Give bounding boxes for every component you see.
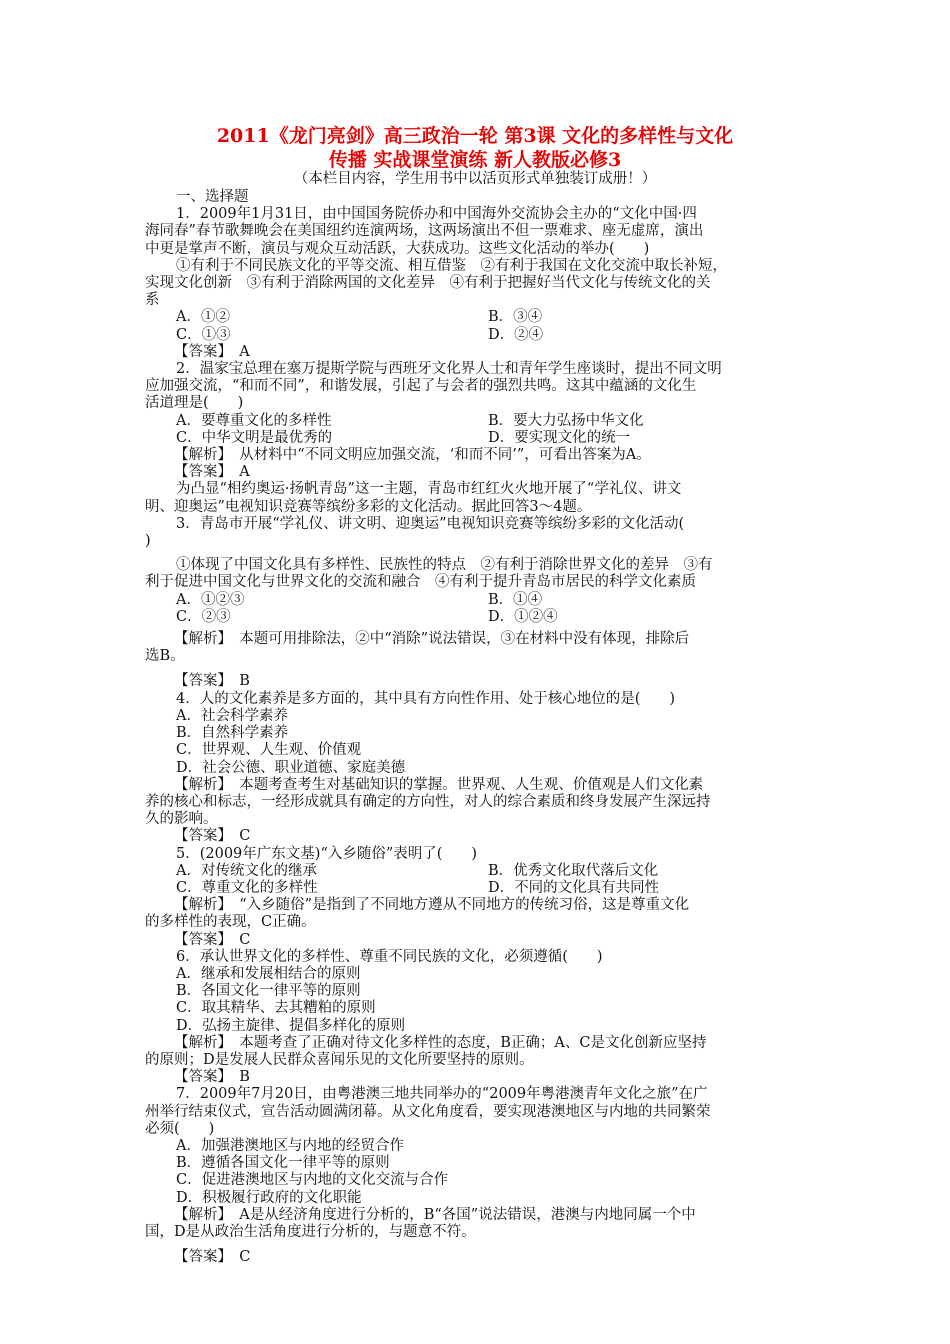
q3-option-d: D．①②④ [488,608,558,625]
q2-stem: 活道理是( ) [145,395,244,412]
q3-option-b: B．①④ [488,591,543,608]
q5-answer: 【答案】 C [174,931,251,948]
q3-analysis: 【解析】 本题可用排除法，②中“消除”说法错误，③在材料中没有体现，排除后 [174,631,690,648]
q5-analysis: 的多样性的表现，C正确。 [145,914,316,931]
q6-option-b: B．各国文化一律平等的原则 [176,983,361,1000]
material-text: 为凸显“相约奥运·扬帆青岛”这一主题，青岛市红红火火地开展了“学礼仪、讲文 [176,481,682,498]
q4-option-d: D．社会公德、职业道德、家庭美德 [176,759,406,776]
q3-option-c: C．②③ [176,608,231,625]
q2-option-c: C．中华文明是最优秀的 [176,429,333,446]
q7-option-c: C．促进港澳地区与内地的文化交流与合作 [176,1172,449,1189]
q7-option-b: B．遵循各国文化一律平等的原则 [176,1155,390,1172]
q4-analysis: 养的核心和标志，一经形成就具有确定的方向性，对人的综合素质和终身发展产生深远持 [145,793,711,810]
q4-analysis: 久的影响。 [145,811,218,828]
q1-statements: 实现文化创新 ③有利于消除两国的文化差异 ④有利于把握好当代文化与传统文化的关 [145,275,711,292]
q7-answer: 【答案】 C [174,1249,251,1266]
q7-option-a: A．加强港澳地区与内地的经贸合作 [176,1137,404,1154]
q4-option-c: C．世界观、人生观、价值观 [176,742,362,759]
q4-answer: 【答案】 C [174,828,251,845]
q5-option-d: D．不同的文化具有共同性 [488,879,660,896]
q5-option-b: B．优秀文化取代落后文化 [488,862,659,879]
section-heading: 一、选择题 [176,189,249,205]
q6-stem: 6．承认世界文化的多样性、尊重不同民族的文化，必须遵循( ) [176,948,603,965]
q1-option-d: D．②④ [488,326,544,343]
q3-stem: 3．青岛市开展“学礼仪、讲文明、迎奥运”电视知识竞赛等缤纷多彩的文化活动( [176,515,685,532]
q7-stem: 7．2009年7月20日，由粤港澳三地共同举办的“2009年粤港澳青年文化之旅”在广 [176,1086,708,1103]
document-title-line-2: 传播 实战课堂演练 新人教版必修3 [328,149,622,171]
q7-stem: 必须( ) [145,1120,215,1137]
q2-answer: 【答案】 A [174,464,250,481]
q7-analysis: 【解析】 A是从经济角度进行分析的，B“各国”说法错误，港澳与内地同属一个中 [174,1206,696,1223]
document-subtitle: （本栏目内容，学生用书中以活页形式单独装订成册！） [293,171,657,187]
q6-answer: 【答案】 B [174,1069,250,1086]
q6-option-c: C．取其精华、去其糟粕的原则 [176,1000,376,1017]
q2-analysis: 【解析】 从材料中“不同文明应加强交流，‘和而不同’”，可看出答案为A。 [174,447,651,464]
q2-options-row [145,430,810,447]
q1-stem: 海同春”春节歌舞晚会在美国纽约连演两场，这两场演出不但一票难求、座无虚席，演出 [145,223,704,240]
q7-stem: 州举行结束仪式，宣告活动圆满闭幕。从文化角度看，要实现港澳地区与内地的共同繁荣 [145,1103,711,1120]
q1-answer: 【答案】 A [174,343,250,360]
q1-option-b: B．③④ [488,309,543,326]
document-body [145,189,810,1266]
q4-option-b: B．自然科学素养 [176,725,289,742]
q1-statements: ①有利于不同民族文化的平等交流、相互借鉴 ②有利于我国在文化交流中取长补短， [176,257,727,274]
q2-stem: 应加强交流，“和而不同”，和谐发展，引起了与会者的强烈共鸣。这其中蕴涵的文化生 [145,378,697,395]
q6-option-d: D．弘扬主旋律、提倡多样化的原则 [176,1017,406,1034]
q5-options-row [145,880,810,897]
q3-analysis: 选B。 [145,648,185,665]
q4-analysis: 【解析】 本题考查考生对基础知识的掌握。世界观、人生观、价值观是人们文化素 [174,776,704,793]
q4-stem: 4．人的文化素养是多方面的，其中具有方向性作用、处于核心地位的是( ) [176,690,676,707]
q3-options-row [145,609,810,626]
q7-option-d: D．积极履行政府的文化职能 [176,1189,362,1206]
q2-stem: 2．温家宝总理在塞万提斯学院与西班牙文化界人士和青年学生座谈时，提出不同文明 [176,361,722,378]
document-title-line-1: 2011《龙门亮剑》高三政治一轮 第3课 文化的多样性与文化 [216,125,734,147]
q3-statements: 利于促进中国文化与世界文化的交流和融合 ④有利于提升青岛市居民的科学文化素质 [145,574,696,591]
q5-options-row [145,863,810,880]
q2-option-a: A．要尊重文化的多样性 [176,412,332,429]
material-text: 明、迎奥运”电视知识竞赛等缤纷多彩的文化活动。据此回答3～4题。 [145,498,592,515]
q5-option-a: A．对传统文化的继承 [176,862,317,879]
q6-analysis: 的原则；D是发展人民群众喜闻乐见的文化所要坚持的原则。 [145,1051,534,1068]
q6-analysis: 【解析】 本题考查了正确对待文化多样性的态度，B正确；A、C是文化创新应坚持 [174,1034,707,1051]
q1-stem: 中更是掌声不断，演员与观众互动活跃，大获成功。这些文化活动的举办( ) [145,240,650,257]
q3-options-row [145,592,810,609]
q1-option-a: A．①② [176,309,230,326]
q1-options-row [145,327,810,344]
q2-options-row [145,413,810,430]
q2-option-d: D．要实现文化的统一 [488,429,631,446]
q1-stem: 1．2009年1月31日，由中国国务院侨办和中国海外交流协会主办的“文化中国·四 [176,206,697,223]
q5-option-c: C．尊重文化的多样性 [176,879,318,896]
q3-answer: 【答案】 B [174,673,250,690]
q4-option-a: A．社会科学素养 [176,707,288,724]
q6-option-a: A．继承和发展相结合的原则 [176,965,361,982]
q1-options-row [145,309,810,326]
q1-statements: 系 [145,292,160,309]
q1-option-c: C．①③ [176,326,231,343]
q3-statements: ①体现了中国文化具有多样性、民族性的特点 ②有利于消除世界文化的差异 ③有 [176,557,713,574]
q3-stem: ) [145,533,151,550]
q3-option-a: A．①②③ [176,591,245,608]
q7-analysis: 国，D是从政治生活角度进行分析的，与题意不符。 [145,1223,476,1240]
q2-option-b: B．要大力弘扬中华文化 [488,412,644,429]
q5-analysis: 【解析】 “入乡随俗”是指到了不同地方遵从不同地方的传统习俗，这是尊重文化 [174,897,690,914]
q5-stem: 5．(2009年广东文基)“入乡随俗”表明了( ) [176,845,478,862]
